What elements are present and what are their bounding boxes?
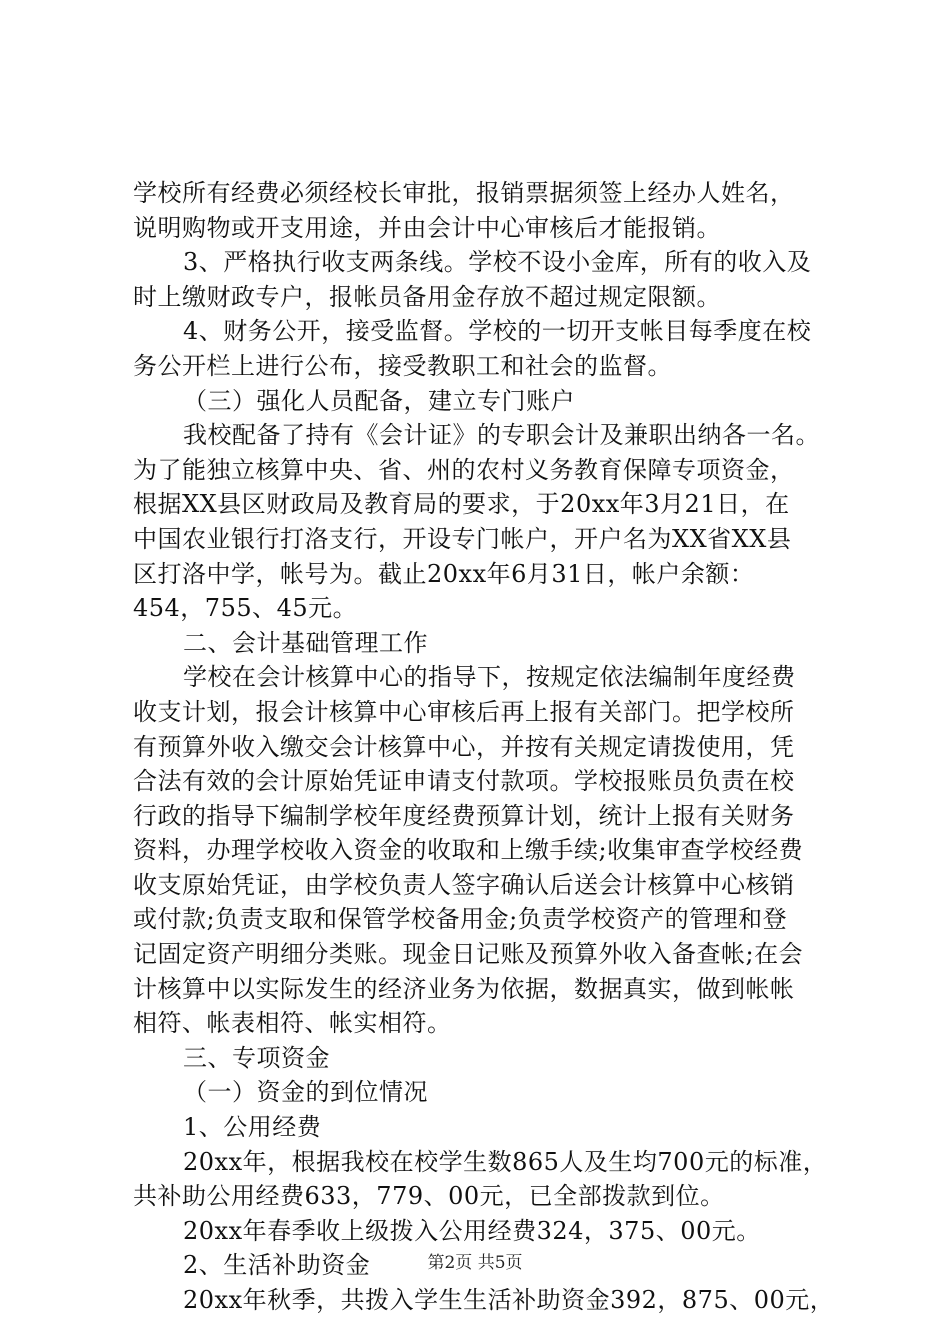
page-footer: 第2页 共5页 xyxy=(427,1253,523,1273)
text-line: 区打洛中学，帐号为。截止20xx年6月31日，帐户余额： xyxy=(133,559,755,588)
text-line: 收支计划，报会计核算中心审核后再上报有关部门。把学校所 xyxy=(133,697,795,726)
text-line: 454，755、45元。 xyxy=(133,594,358,623)
text-line: 务公开栏上进行公布，接受教职工和社会的监督。 xyxy=(133,351,672,380)
text-line: 中国农业银行打洛支行，开设专门帐户，开户名为XX省XX县 xyxy=(133,524,792,553)
text-line: 时上缴财政专户，报帐员备用金存放不超过规定限额。 xyxy=(133,282,721,311)
text-line: 为了能独立核算中央、省、州的农村义务教育保障专项资金， xyxy=(133,455,795,484)
text-line: 相符、帐表相符、帐实相符。 xyxy=(133,1009,452,1038)
list-item-2: 2、生活补助资金 xyxy=(183,1251,371,1280)
list-item-4: 4、财务公开，接受监督。学校的一切开支帐目每季度在校 xyxy=(183,317,812,346)
text-line: 学校所有经费必须经校长审批，报销票据须签上经办人姓名， xyxy=(133,179,795,207)
paragraph-start: 20xx年秋季，共拨入学生生活补助资金392，875、00元， xyxy=(183,1286,835,1314)
text-line: 根据XX县区财政局及教育局的要求，于20xx年3月21日，在 xyxy=(133,490,790,519)
text-line: 计核算中以实际发生的经济业务为依据，数据真实，做到帐帐 xyxy=(133,974,795,1003)
subsection-heading: （一）资金的到位情况 xyxy=(183,1078,428,1107)
paragraph-start: 20xx年，根据我校在校学生数865人及生均700元的标准， xyxy=(183,1147,828,1176)
list-item-1: 1、公用经费 xyxy=(183,1113,322,1142)
text-line: 说明购物或开支用途，并由会计中心审核后才能报销。 xyxy=(133,213,721,242)
paragraph-start: 我校配备了持有《会计证》的专职会计及兼职出纳各一名。 xyxy=(183,421,820,450)
section-heading-3: （三）强化人员配备，建立专门账户 xyxy=(183,386,575,415)
text-line: 收支原始凭证，由学校负责人签字确认后送会计核算中心核销 xyxy=(133,870,795,899)
text-line: 合法有效的会计原始凭证申请支付款项。学校报账员负责在校 xyxy=(133,767,795,796)
text-line: 资料，办理学校收入资金的收取和上缴手续;收集审查学校经费 xyxy=(133,836,804,865)
text-line: 共补助公用经费633，779、00元，已全部拨款到位。 xyxy=(133,1182,725,1211)
text-line: 有预算外收入缴交会计核算中心，并按有关规定请拨使用，凭 xyxy=(133,732,795,761)
list-item-3: 3、严格执行收支两条线。学校不设小金库，所有的收入及 xyxy=(183,248,812,277)
document-body xyxy=(133,176,833,1318)
paragraph-start: 学校在会计核算中心的指导下，按规定依法编制年度经费 xyxy=(183,663,796,692)
text-line: 记固定资产明细分类账。现金日记账及预算外收入备查帐;在会 xyxy=(133,940,804,969)
text-line: 或付款;负责支取和保管学校备用金;负责学校资产的管理和登 xyxy=(133,905,788,934)
section-heading-2: 二、会计基础管理工作 xyxy=(183,628,428,657)
text-line: 行政的指导下编制学校年度经费预算计划，统计上报有关财务 xyxy=(133,801,795,830)
section-heading-3-main: 三、专项资金 xyxy=(183,1043,330,1072)
paragraph-start: 20xx年春季收上级拨入公用经费324，375、00元。 xyxy=(183,1216,761,1245)
